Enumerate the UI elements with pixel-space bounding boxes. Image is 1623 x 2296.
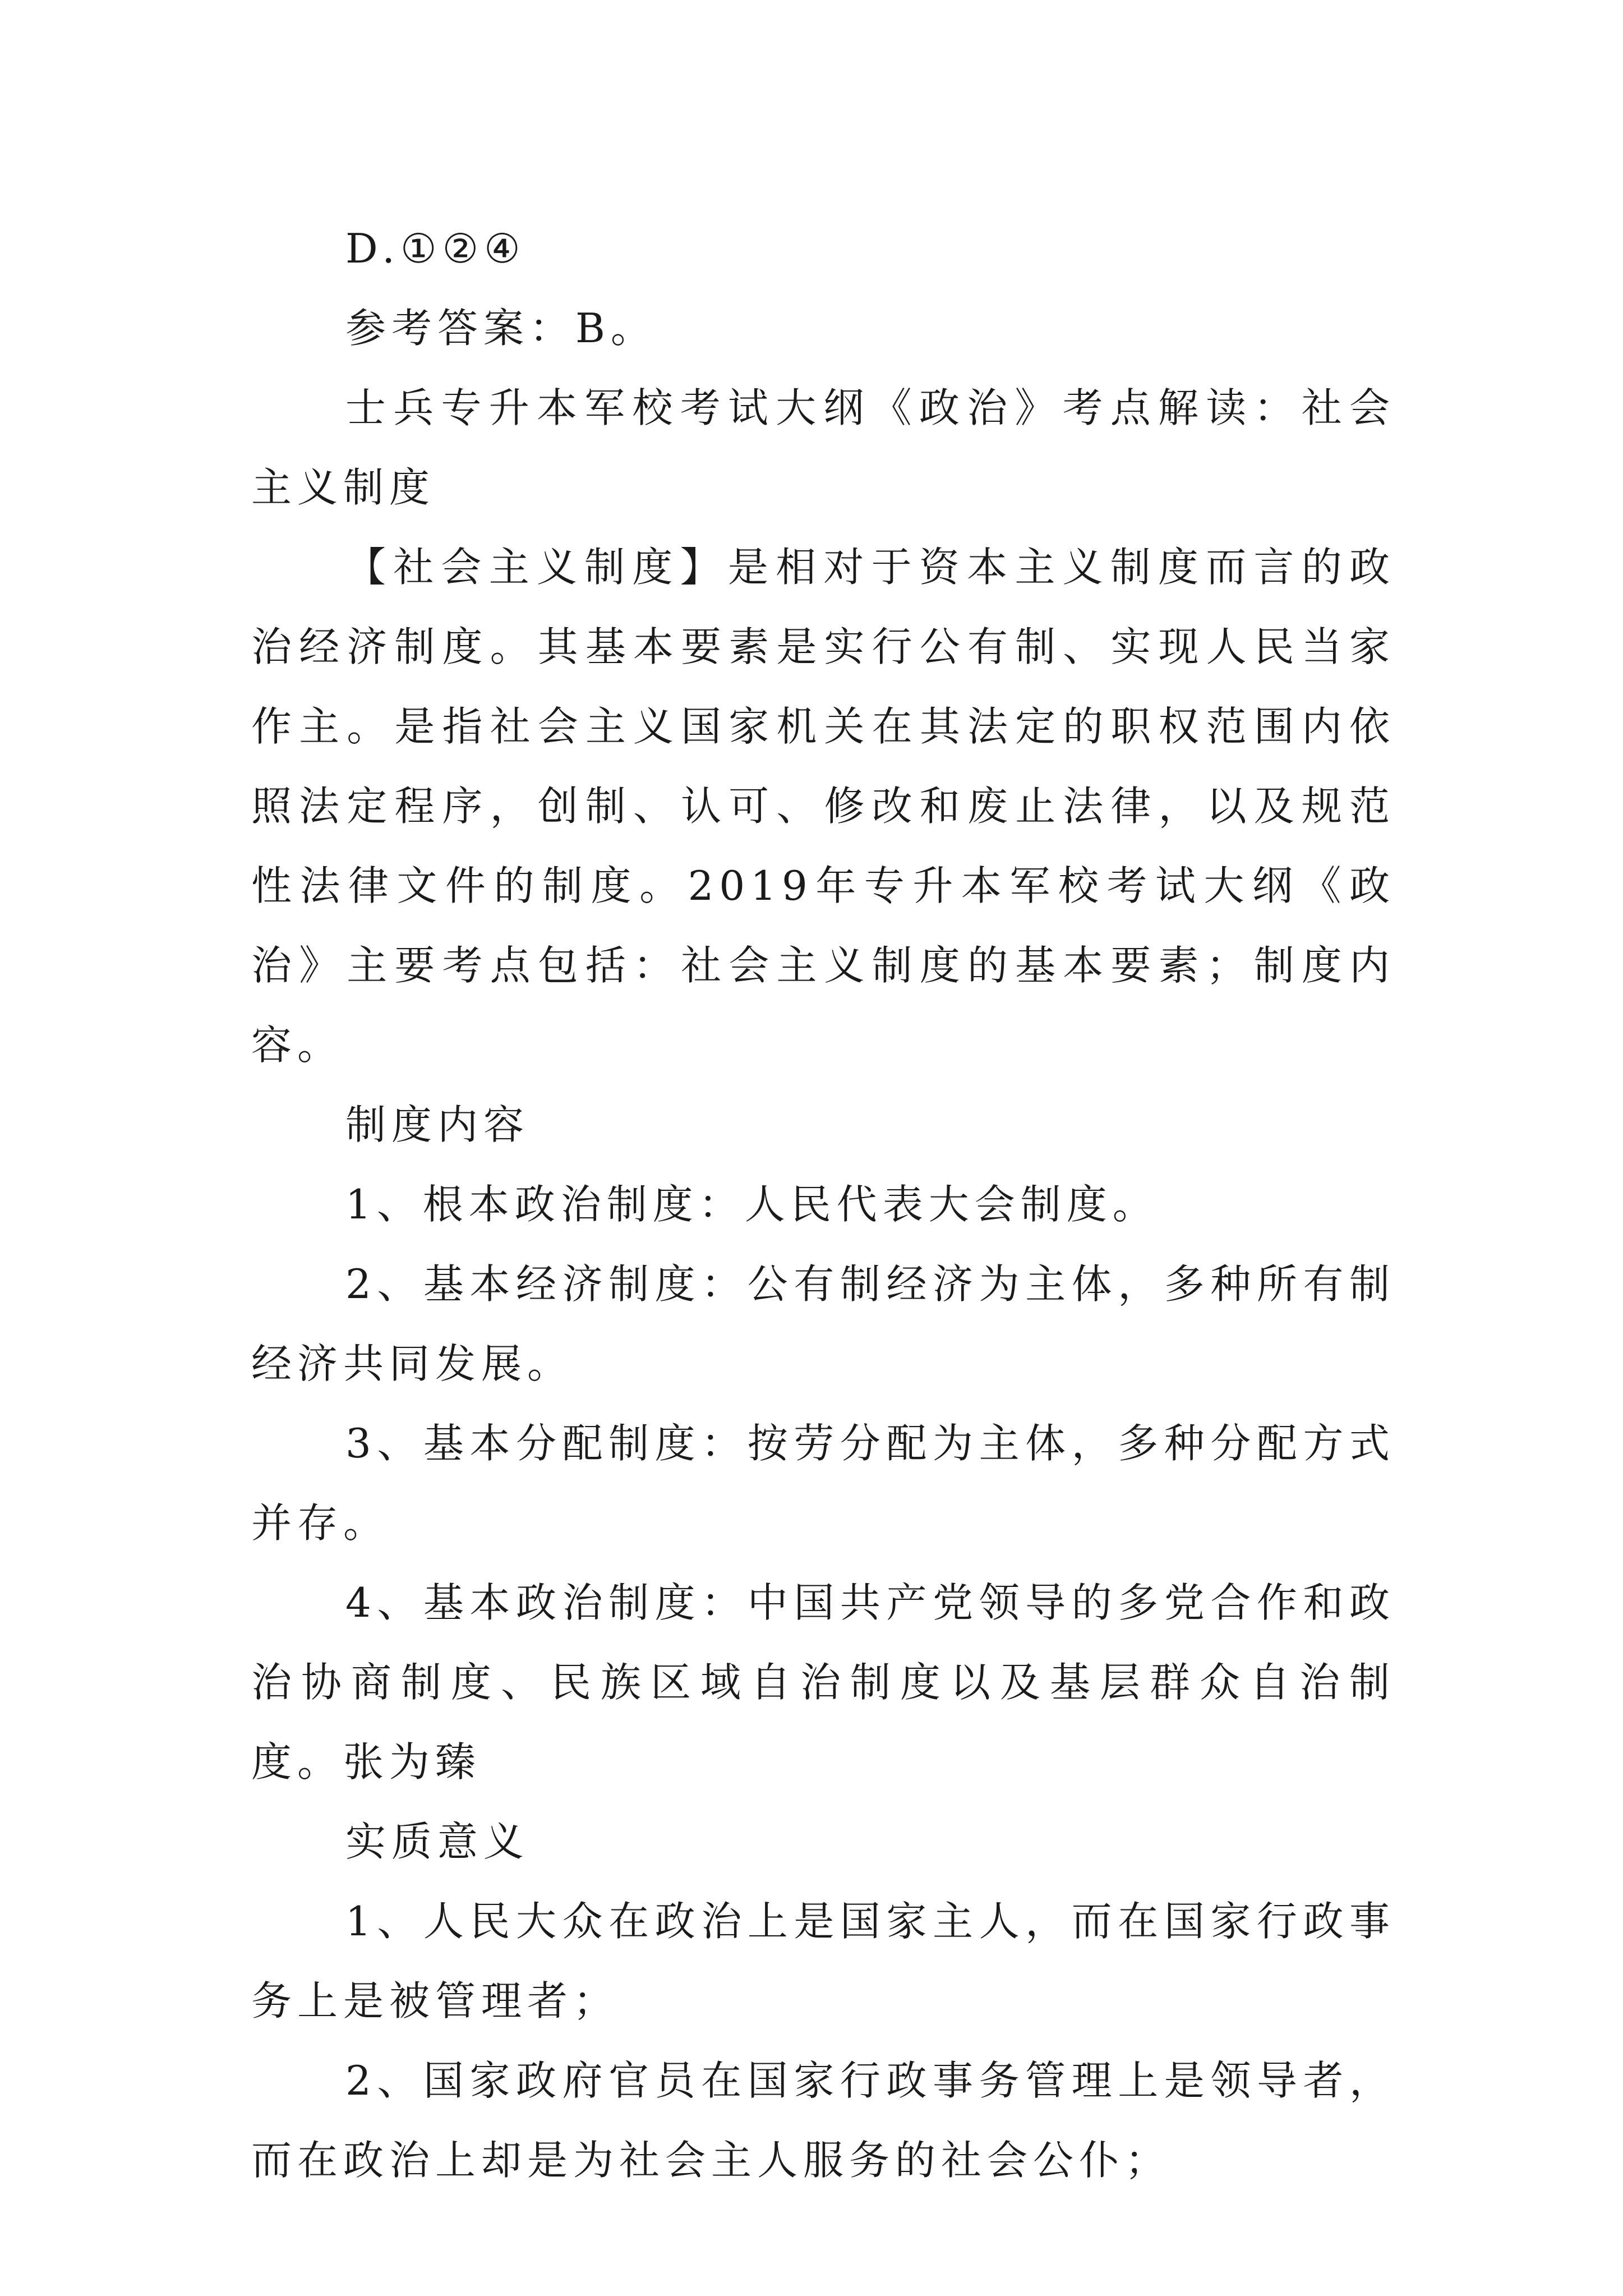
list-item: 3、基本分配制度：按劳分配为主体，多种分配方式并存。 xyxy=(251,1420,1395,1547)
document-body xyxy=(251,209,1395,2200)
definition-paragraph: 【社会主义制度】是相对于资本主义制度而言的政治经济制度。其基本要素是实行公有制、实现人民当家作主。是指社会主义国家机关在其法定的职权范围内依照法定程序，创制、认可、修改和废止法律，以及规范性法律文件的制度。2019年专升本军校考试大纲《政治》主要考点包括：社会主义制度的基本要素；制度内容。 xyxy=(251,544,1395,1069)
list-item: 1、人民大众在政治上是国家主人，而在国家行政事务上是被管理者； xyxy=(251,1898,1395,2024)
list-item: 1、根本政治制度：人民代表大会制度。 xyxy=(345,1181,1159,1228)
option-d: D.①②④ xyxy=(345,225,526,272)
list-item: 4、基本政治制度：中国共产党领导的多党合作和政治协商制度、民族区域自治制度以及基层群众自治制度。张为臻 xyxy=(251,1579,1395,1786)
subheading-content: 制度内容 xyxy=(345,1101,530,1148)
subheading-significance: 实质意义 xyxy=(345,1818,530,1865)
section-heading: 士兵专升本军校考试大纲《政治》考点解读：社会主义制度 xyxy=(251,384,1395,511)
reference-answer: 参考答案：B。 xyxy=(345,305,657,352)
list-item: 2、基本经济制度：公有制经济为主体，多种所有制经济共同发展。 xyxy=(251,1260,1395,1387)
list-item: 2、国家政府官员在国家行政事务管理上是领导者，而在政治上却是为社会主人服务的社会公仆； xyxy=(251,2057,1395,2184)
